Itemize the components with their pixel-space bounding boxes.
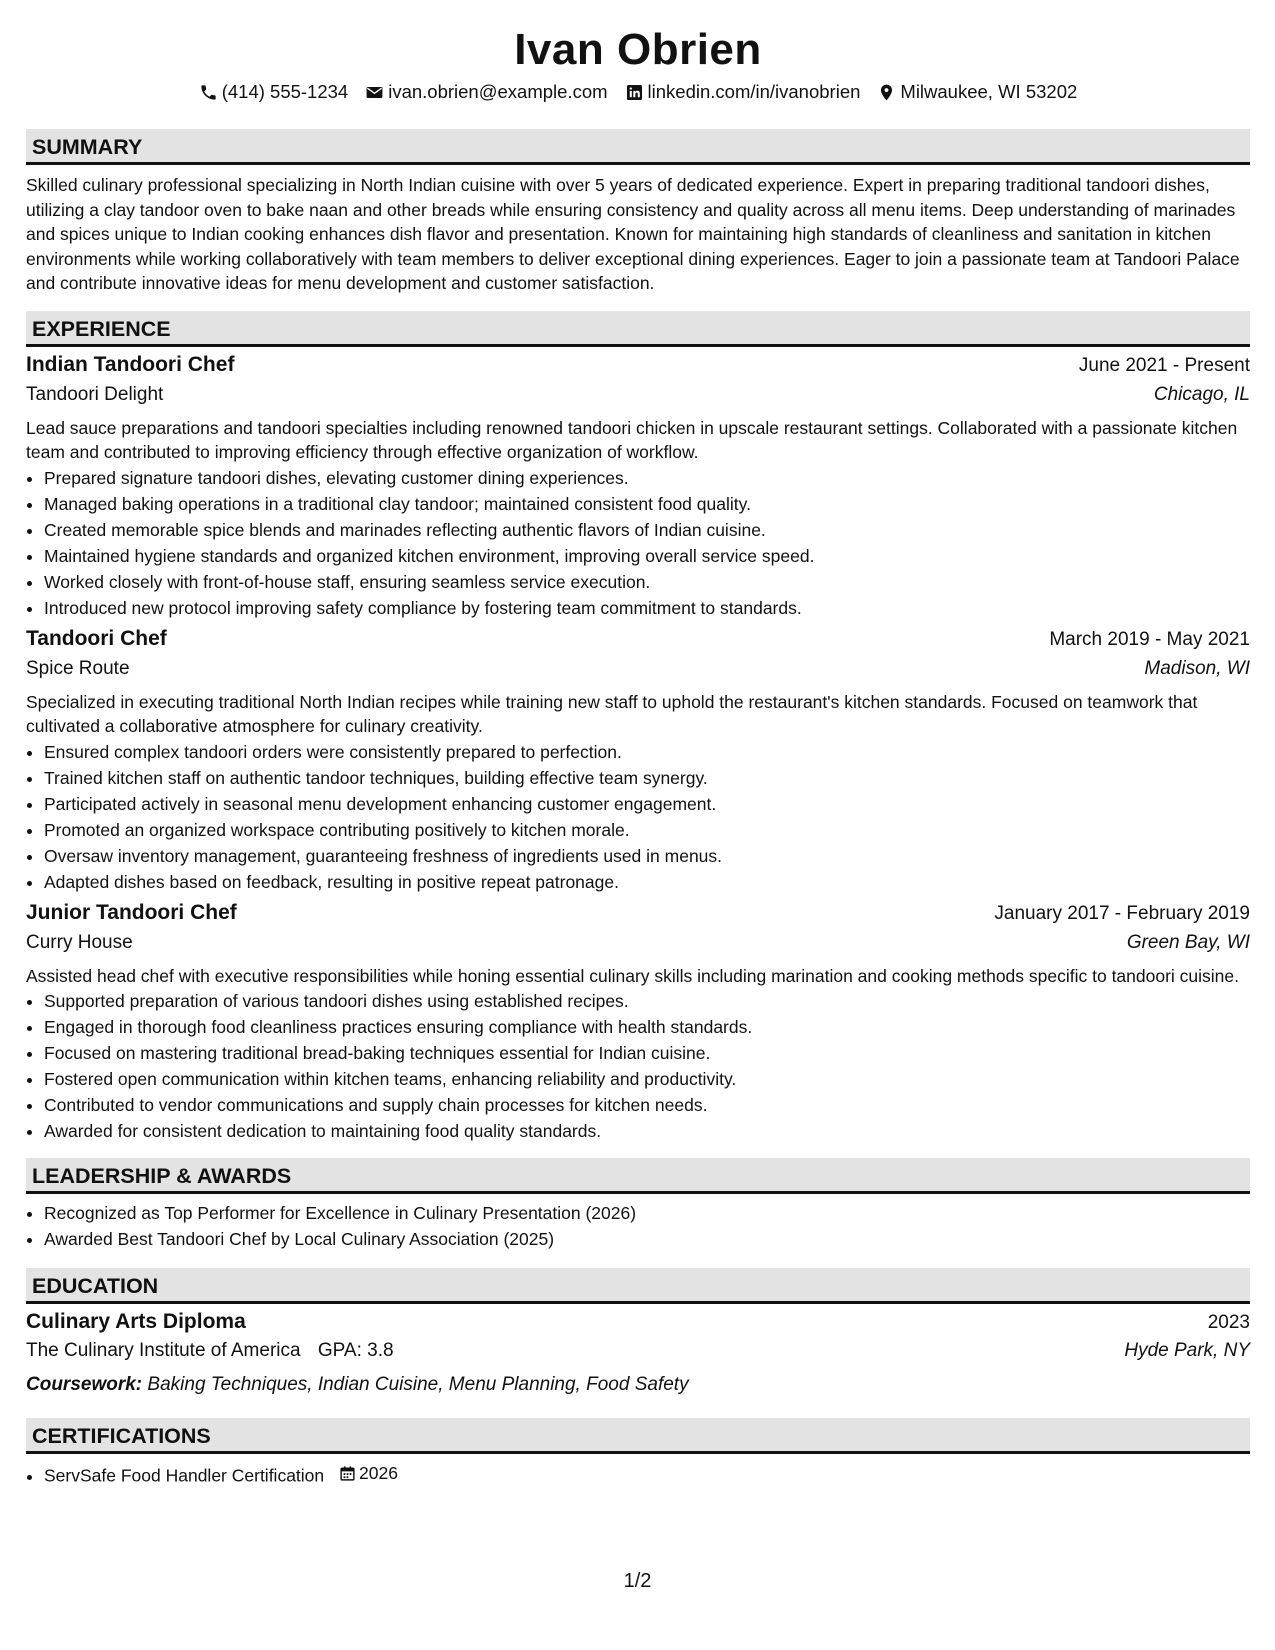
company-name: Spice Route [26,657,130,679]
list-item: • Trained kitchen staff on authentic tandoor techniques, building effective team synergy. [44,765,1250,791]
education-year: 2023 [1207,1312,1250,1334]
contact-bar [26,80,1250,104]
awards-list [26,1200,1250,1252]
phone-text: (414) 555-1234 [221,81,349,102]
school-name: The Culinary Institute of America [26,1340,301,1362]
contact-email[interactable] [365,80,607,104]
list-item: • Contributed to vendor communications and supply chain processes for kitchen needs. [44,1092,1250,1118]
experience-entry [26,901,1250,1145]
list-item: • Supported preparation of various tandoori dishes using established recipes. [44,988,1250,1014]
job-description: Assisted head chef with executive responsibilities while honing essential culinary skills including marination and cooking methods specific to tandoori cuisine. [26,965,1240,986]
list-item: • Engaged in thorough food cleanliness practices ensuring compliance with health standards. [44,1014,1250,1040]
school-location: Hyde Park, NY [1124,1340,1250,1362]
certification-date [339,1460,398,1486]
list-item: • Fostered open communication within kitchen teams, enhancing reliability and productivity. [44,1066,1250,1092]
company-name: Curry House [26,931,133,953]
job-location: Green Bay, WI [1126,931,1250,953]
job-dates: March 2019 - May 2021 [1049,628,1250,650]
job-title: Junior Tandoori Chef [26,900,237,924]
linkedin-icon [625,83,644,102]
list-item: • Managed baking operations in a traditional clay tandoor; maintained consistent food quality. [44,491,1250,517]
list-item: • Maintained hygiene standards and organized kitchen environment, improving overall service speed. [44,543,1250,569]
job-description: Lead sauce preparations and tandoori specialties including renowned tandoori chicken in upscale restaurant settings. Collaborated with a passionate kitchen team and contributed to improving efficiency through effective organization of workflow. [26,417,1238,463]
list-item: • Created memorable spice blends and marinades reflecting authentic flavors of Indian cuisine. [44,517,1250,543]
list-item: • Ensured complex tandoori orders were consistently prepared to perfection. [44,739,1250,765]
section-education-heading: EDUCATION [26,1268,1250,1304]
job-location: Chicago, IL [1153,383,1250,405]
job-title: Indian Tandoori Chef [26,352,235,376]
calendar-icon [339,1465,356,1482]
list-item: • Adapted dishes based on feedback, resulting in positive repeat patronage. [44,869,1250,895]
experience-entry [26,353,1250,621]
experience-entry [26,627,1250,895]
envelope-icon [365,83,384,102]
coursework-label: Coursework: [26,1374,143,1396]
education-header [26,1310,1250,1340]
contact-location [877,80,1077,104]
linkedin-text[interactable]: linkedin.com/in/ivanobrien [647,81,861,102]
page-number: 1/2 [623,1570,652,1592]
list-item [44,1460,1250,1489]
resume-page [26,0,1250,1489]
section-summary-heading: SUMMARY [26,129,1250,165]
list-item: • Prepared signature tandoori dishes, elevating customer dining experiences. [44,465,1250,491]
coursework-list: Baking Techniques, Indian Cuisine, Menu Planning, Food Safety [147,1374,689,1396]
location-text: Milwaukee, WI 53202 [900,81,1078,102]
education-entry [26,1310,1250,1400]
job-subheader [26,658,1250,690]
list-item: • Focused on mastering traditional bread-baking techniques essential for Indian cuisine. [44,1040,1250,1066]
certification-year: 2026 [359,1463,398,1484]
job-dates: January 2017 - February 2019 [994,902,1250,924]
section-certifications-heading: CERTIFICATIONS [26,1418,1250,1454]
job-bullets [26,739,1250,895]
degree-name: Culinary Arts Diploma [26,1310,246,1334]
gpa: GPA: 3.8 [317,1340,394,1362]
certifications-list [26,1460,1250,1489]
summary-text: Skilled culinary professional specializing in North Indian cuisine with over 5 years of dedicated experience. Expert in preparing traditional tandoori dishes, utilizing a clay tandoor oven to bake naan and other breads while ensuring consistency and quality across all menu items. Deep understanding of marinades and spices unique to Indian cooking enhances dish flavor and presentation. Known for maintaining high standards of cleanliness and sanitation in kitchen environments while working collaboratively with team members to deliver exceptional dining experiences. Eager to join a passionate team at Tandoori Palace and contribute innovative ideas for menu development and customer satisfaction. [26,175,1240,294]
job-header [26,627,1250,658]
school-info [26,1340,394,1362]
list-item: • Oversaw inventory management, guaranteeing freshness of ingredients used in menus. [44,843,1250,869]
contact-linkedin[interactable] [625,80,861,104]
list-item: • Worked closely with front-of-house staff, ensuring seamless service execution. [44,569,1250,595]
job-header [26,353,1250,384]
coursework [26,1370,1250,1400]
section-leadership-heading: LEADERSHIP & AWARDS [26,1158,1250,1194]
contact-phone [199,80,349,104]
job-description: Specialized in executing traditional North Indian recipes while training new staff to uphold the restaurant's kitchen standards. Focused on teamwork that cultivated a collaborative atmosphere for culinary creativity. [26,691,1198,737]
job-title: Tandoori Chef [26,626,167,650]
phone-icon [199,83,218,102]
company-name: Tandoori Delight [26,383,164,405]
education-subheader [26,1340,1250,1370]
job-subheader [26,932,1250,964]
job-bullets [26,465,1250,621]
list-item: • Awarded for consistent dedication to maintaining food quality standards. [44,1118,1250,1144]
list-item: • Awarded Best Tandoori Chef by Local Culinary Association (2025) [44,1226,1250,1252]
job-bullets [26,988,1250,1144]
job-dates: June 2021 - Present [1078,354,1250,376]
section-experience-heading: EXPERIENCE [26,311,1250,347]
list-item: • Recognized as Top Performer for Excellence in Culinary Presentation (2026) [44,1200,1250,1226]
list-item: • Introduced new protocol improving safety compliance by fostering team commitment to standards. [44,595,1250,621]
job-subheader [26,384,1250,416]
job-header [26,901,1250,932]
certification-name: ServSafe Food Handler Certification [44,1465,325,1486]
job-location: Madison, WI [1144,657,1250,679]
email-text[interactable]: ivan.obrien@example.com [388,81,608,102]
candidate-name: Ivan Obrien [514,25,762,74]
list-item: • Promoted an organized workspace contributing positively to kitchen morale. [44,817,1250,843]
list-item: • Participated actively in seasonal menu development enhancing customer engagement. [44,791,1250,817]
map-pin-icon [877,83,896,102]
